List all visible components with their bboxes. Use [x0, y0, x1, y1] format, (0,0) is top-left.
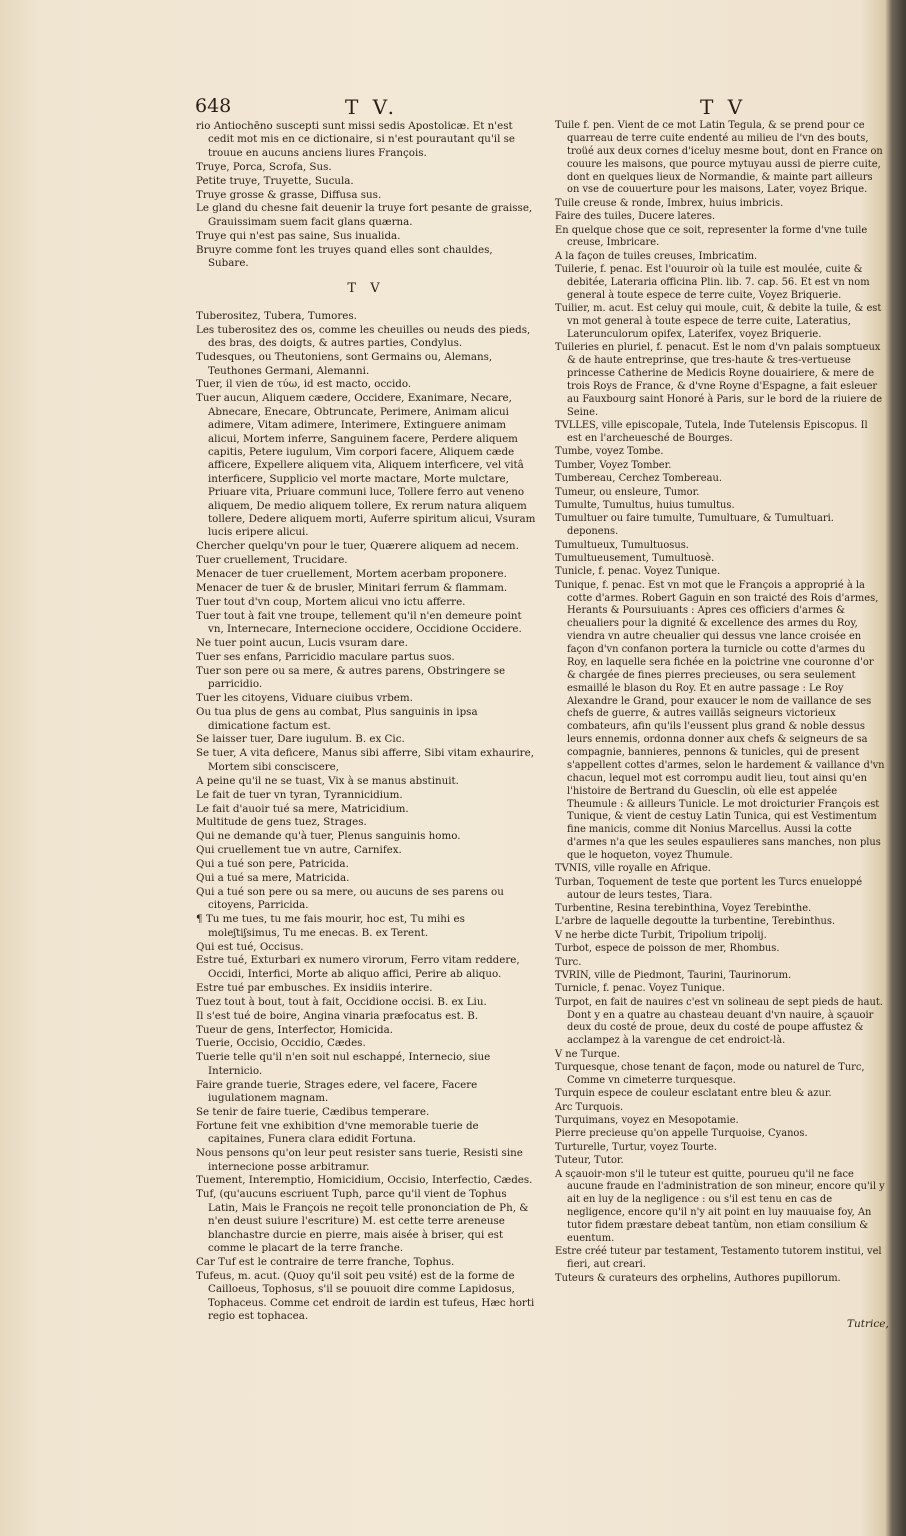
dictionary-entry: Turquimans, voyez en Mesopotamie.	[555, 1115, 739, 1126]
section-heading: T V	[347, 281, 385, 297]
dictionary-entry: Turban, Toquement de teste que portent les Turcs enueloppé autour de leurs testes, Tiara.	[555, 876, 863, 901]
dictionary-entry: Pierre precieuse qu'on appelle Turquoise, Cyanos.	[555, 1128, 808, 1140]
dictionary-entry: Tumultueusement, Tumultuosè.	[555, 552, 715, 564]
dictionary-entry: Chercher quelqu'vn pour le tuer, Quærere aliquem ad necem.	[196, 540, 519, 553]
left-column	[196, 120, 536, 1324]
dictionary-entry: Turnicle, f. penac. Voyez Tunique.	[555, 983, 725, 995]
dictionary-entry: Le gland du chesne fait deuenir la truye fort pesante de graisse, Grauissimam suem facit glans quærna.	[196, 202, 533, 228]
dictionary-entry: Tufeus, m. acut. (Quoy qu'il soit peu vsité) est de la forme de Cailloeus, Tophosus, s'il se pouuoit dire comme Lapidosus, Tophaceus. Comme cet endroit de iardin est tufeus, Hæc horti regio est tophacea.	[196, 1269, 535, 1323]
dictionary-entry: Tudesques, ou Theutoniens, sont Germains ou, Alemans, Teuthones Germani, Alemanni.	[196, 351, 493, 377]
dictionary-entry: Tuez tout à bout, tout à fait, Occidione occisi. B. ex Liu.	[196, 995, 487, 1008]
page-binding-edge	[888, 0, 906, 1536]
dictionary-entry: Tuer son pere ou sa mere, & autres parens, Obstringere se parricidio.	[196, 664, 506, 691]
dictionary-entry: Menacer de tuer cruellement, Mortem acerbam proponere.	[196, 568, 507, 581]
dictionary-entry: Tuement, Interemptio, Homicidium, Occisio, Interfectio, Cædes.	[196, 1174, 533, 1187]
dictionary-entry: A peine qu'il ne se tuast, Vix à se manus abstinuit.	[196, 774, 459, 787]
dictionary-entry: Tuerie, Occisio, Occidio, Cædes.	[196, 1037, 366, 1050]
dictionary-entry: Tunique, f. penac. Est vn mot que le François a approprié à la cotte d'armes. Robert Gaguin en son traicté des Rois d'armes, Herants & Poursuiuants : Apres ces officiers d'armes & cheualiers pour la dignité & excellence des armes du Roy, viendra vn autre cheualier qui dessus vne lance croisée en façon d'vn confanon portera la turnicle ou cotte d'armes du Roy, en laquelle sera fichée en la poictrine vne couronne d'or & chargée de fines pierres precieuses, ou sera seulement esmaillé le blason du Roy. Et en autre passage : Le Roy Alexandre le Grand, pour exaucer le nom de vaillance de ses chefs de guerre, & autres vaillās seigneurs victorieux combateurs, afin qu'ils l'eussent plus grand & noble dessus leurs ennemis, ordonna donner aux chefs & seigneurs de sa compagnie, bannieres, pennons & tunicles, qui de present s'appellent cottes d'armes, selon le hardement & vaillance d'vn chacun, lequel mot est corrompu audit lieu, tout ainsi qu'en l'histoire de Bertrand du Guesclin, où elle est appelée Theumule : & ailleurs Tunicle. Le mot droicturier François est Tunique, & vient de cestuy Latin Tunica, qui est Vestimentum fine manicis, comme dit Nonius Marcellus. Aussi la cotte d'armes n'a que les seules espaulieres sans manches, non plus que le hoqueton, voyez Thumule.	[555, 579, 885, 861]
dictionary-entry: Tuer cruellement, Trucidare.	[196, 554, 348, 567]
dictionary-entry: Tumbereau, Cerchez Tombereau.	[555, 473, 723, 485]
dictionary-entry: V ne herbe dicte Turbit, Tripolium tripolij.	[555, 929, 767, 941]
dictionary-entry: Estre créé tuteur par testament, Testamento tutorem institui, vel fieri, aut creari.	[555, 1246, 882, 1271]
dictionary-entry: Tumeur, ou ensleure, Tumor.	[555, 486, 700, 498]
dictionary-entry: rio Antiochēno suscepti sunt missi sedis Apostolicæ. Et n'est cedit mot mis en ce dictionaire, si n'est pourautant qu'il se trouue en aucuns anciens liures François.	[196, 120, 516, 159]
dictionary-entry: Tuile f. pen. Vient de ce mot Latin Tegula, & se prend pour ce quarreau de terre cuite endenté au milieu de l'vn des bouts, troüé aux deux cornes d'iceluy mesme bout, dont en France on couure les maisons, que pource mytuyau aussi de pierre cuite, dont en quelques lieux de Normandie, & mainte part ailleurs on vse de couuerture pour les maisons, Later, voyez Brique.	[555, 120, 883, 196]
dictionary-entry: Tuer tout à fait vne troupe, tellement qu'il n'en demeure point vn, Internecare, Internecione occidere, Occidione Occidere.	[196, 609, 522, 636]
dictionary-entry: Faire des tuiles, Ducere lateres.	[555, 211, 716, 223]
dictionary-entry: Turbentine, Resina terebinthina, Voyez Terebinthe.	[555, 903, 812, 914]
dictionary-entry: TVNIS, ville royalle en Afrique.	[555, 863, 711, 875]
page-number: 648	[195, 95, 232, 117]
dictionary-entry: Tumulte, Tumultus, huius tumultus.	[555, 499, 735, 511]
dictionary-entry: Menacer de tuer & de brusler, Minitari ferrum & flammam.	[196, 582, 508, 594]
dictionary-entry: Les tuberositez des os, comme les cheuilles ou neuds des pieds, des bras, des doigts, & autres parties, Condylus.	[196, 323, 531, 350]
dictionary-entry: V ne Turque.	[555, 1048, 620, 1060]
dictionary-entry: Tuer ses enfans, Parricidio maculare partus suos.	[196, 651, 455, 664]
dictionary-entry: Tumbe, voyez Tombe.	[555, 446, 664, 458]
dictionary-entry: Tuer tout d'vn coup, Mortem alicui vno ictu afferre.	[196, 595, 466, 608]
dictionary-entry: Tuer aucun, Aliquem cædere, Occidere, Exanimare, Necare, Abnecare, Enecare, Obtruncate, Perimere, Animam alicui adimere, Vitam adimere, Interimere, Extinguere animam alicui, Mortem inferre, Sanguinem facere, Perdere aliquem capitis, Petere iugulum, Vim corpori facere, Aliquem cæde afficere, Expellere aliquem vita, Aliquem interficere, vel vitâ interficere, Supplicio vel morte mactare, Morte mulctare, Priuare vita, Priuare communi luce, Tollere ferro aut veneno aliquem, De medio aliquem tollere, Ex rerum natura aliquem tollere, Dedere aliquem morti, Auferre spiritum alicui, Vsuram lucis eripere alicui.	[196, 392, 536, 539]
dictionary-entry: Faire grande tuerie, Strages edere, vel facere, Facere iugulationem magnam.	[196, 1078, 478, 1105]
dictionary-entry: Qui est tué, Occisus.	[196, 940, 304, 953]
dictionary-entry: Tumber, Voyez Tomber.	[555, 459, 672, 471]
dictionary-entry: Tunicle, f. penac. Voyez Tunique.	[555, 566, 721, 578]
dictionary-entry: Tuteurs & curateurs des orphelins, Authores pupillorum.	[555, 1272, 841, 1284]
dictionary-entry: Se tenir de faire tuerie, Cædibus temperare.	[196, 1105, 430, 1118]
dictionary-entry: Tuile creuse & ronde, Imbrex, huius imbricis.	[555, 197, 784, 209]
dictionary-entry: Tuberositez, Tubera, Tumores.	[196, 309, 357, 322]
dictionary-entry: Tumultueux, Tumultuosus.	[555, 539, 689, 551]
dictionary-entry: A la façon de tuiles creuses, Imbricatim.	[555, 250, 758, 262]
dictionary-entry: Il s'est tué de boire, Angina vinaria præfocatus est. B.	[196, 1009, 479, 1022]
dictionary-entry: Truye qui n'est pas saine, Sus inualida.	[196, 229, 401, 242]
dictionary-entry: Tumultuer ou faire tumulte, Tumultuare, & Tumultuari. deponens.	[555, 513, 834, 538]
dictionary-entry: Tuileries en pluriel, f. penacut. Est le nom d'vn palais somptueux & de haute entreprinse, que tres-haute & tres-vertueuse princesse Catherine de Medicis Royne douairiere, & mere de trois Roys de France, & d'vne Royne d'Espagne, a fait esleuer au Fauxbourg saint Honoré à Paris, sur le bord de la riuiere de Seine.	[555, 342, 883, 418]
dictionary-entry: Tuilier, m. acut. Est celuy qui moule, cuit, & debite la tuile, & est vn mot general à toute espece de terre cuite, Lateratius, Laterunculorum opifex, Laterifex, voyez Briquerie.	[555, 303, 882, 340]
dictionary-entry: Estre tué par embusches. Ex insidiis interire.	[196, 981, 433, 994]
dictionary-entry: Le fait de tuer vn tyran, Tyrannicidium.	[196, 788, 403, 801]
dictionary-entry: Turturelle, Turtur, voyez Tourte.	[555, 1141, 717, 1153]
running-head-right: T V	[700, 95, 747, 119]
dictionary-entry: Le fait d'auoir tué sa mere, Matricidium.	[196, 802, 409, 815]
dictionary-entry: Turc.	[555, 956, 582, 968]
dictionary-entry: TVRIN, ville de Piedmont, Taurini, Taurinorum.	[555, 969, 792, 981]
dictionary-entry: Fortune feit vne exhibition d'vne memorable tuerie de capitaines, Funera clara edidit Fortuna.	[196, 1119, 479, 1146]
dictionary-entry: En quelque chose que ce soit, representer la forme d'vne tuile creuse, Imbricare.	[555, 224, 868, 249]
dictionary-entry: TVLLES, ville episcopale, Tutela, Inde Tutelensis Episcopus. Il est en l'archeuesché de Bourges.	[555, 420, 868, 444]
dictionary-entry: Ou tua plus de gens au combat, Plus sanguinis in ipsa dimicatione factum est.	[196, 706, 478, 732]
dictionary-entry: Tuer, il vien de τύω, id est macto, occido.	[196, 378, 412, 391]
dictionary-entry: Qui cruellement tue vn autre, Carnifex.	[196, 844, 402, 857]
dictionary-entry: Tuilerie, f. penac. Est l'ouuroir où la tuile est moulée, cuite & debitée, Lateraria officina Plin. lib. 7. cap. 56. Et est vn nom general à toute espece de terre cuite, Voyez Briquerie.	[555, 264, 870, 301]
dictionary-entry: Qui a tué son pere ou sa mere, ou aucuns de ses parens ou citoyens, Parricida.	[196, 885, 504, 912]
dictionary-entry: L'arbre de laquelle degoutte la turbentine, Terebinthus.	[555, 916, 836, 928]
dictionary-entry: Nous pensons qu'on leur peut resister sans tuerie, Resisti sine internecione posse arbitramur.	[196, 1147, 523, 1173]
running-head-left: T V.	[345, 95, 399, 119]
dictionary-entry: Arc Turquois.	[555, 1101, 624, 1113]
dictionary-entry: Se laisser tuer, Dare iugulum. B. ex Cic.	[196, 733, 405, 746]
dictionary-entry: Petite truye, Truyette, Sucula.	[196, 174, 354, 187]
dictionary-entry: Qui a tué sa mere, Matricida.	[196, 872, 350, 885]
dictionary-entry: Ne tuer point aucun, Lucis vsuram dare.	[196, 637, 408, 650]
dictionary-entry: Tuf, (qu'aucuns escriuent Tuph, parce qu'il vient de Tophus Latin, Mais le François ne reçoit telle prononciation de Ph, & n'en deust suiure l'escriture) M. est cette terre areneuse blanchastre durcie en pierre, mais aisée à briser, qui est comme le placart de la terre franche.	[196, 1188, 529, 1254]
dictionary-entry: Turbot, espece de poisson de mer, Rhombus.	[555, 943, 780, 955]
dictionary-entry: Se tuer, A vita deficere, Manus sibi afferre, Sibi vitam exhaurire, Mortem sibi consciscere,	[196, 747, 534, 773]
dictionary-entry: ¶ Tu me tues, tu me fais mourir, hoc est, Tu mihi es moleʃtiʃsimus, Tu me enecas. B. ex Terent.	[196, 913, 465, 939]
dictionary-entry: Turquesque, chose tenant de façon, mode ou naturel de Turc, Comme vn cimeterre turquesque.	[555, 1062, 865, 1086]
dictionary-entry: A sçauoir-mon s'il le tuteur est quitte, pourueu qu'il ne face aucune fraude en l'administration de son mineur, encore qu'il y ait en luy de la negligence : ou s'il est tenu en cas de negligence, encore qu'il n'y ait point en luy mauuaise foy, An tutor fidem præstare debeat tantùm, non etiam consilium & euentum.	[555, 1168, 885, 1244]
dictionary-entry: Tuer les citoyens, Viduare ciuibus vrbem.	[196, 692, 413, 705]
catchword: Tutrice,	[847, 1318, 889, 1330]
dictionary-entry: Turpot, en fait de nauires c'est vn solineau de sept pieds de haut. Dont y en a quatre au chasteau deuant d'vn nauire, à sçauoir deux du costé de proue, deux du costé de poupe affustez & acclampez à la varengue de cet endroict-là.	[555, 996, 883, 1047]
right-column	[555, 120, 885, 1286]
dictionary-entry: Bruyre comme font les truyes quand elles sont chauldes, Subare.	[196, 243, 493, 270]
dictionary-entry: Qui a tué son pere, Patricida.	[196, 858, 349, 871]
dictionary-entry: Qui ne demande qu'à tuer, Plenus sanguinis homo.	[196, 830, 461, 843]
dictionary-entry: Tuerie telle qu'il n'en soit nul eschappé, Internecio, siue Internicio.	[196, 1051, 491, 1077]
dictionary-entry: Turquin espece de couleur esclatant entre bleu & azur.	[555, 1088, 832, 1100]
dictionary-entry: Estre tué, Exturbari ex numero virorum, Ferro vitam reddere, Occidi, Interfici, Morte ab aliquo affici, Perire ab aliquo.	[196, 954, 520, 980]
dictionary-entry: Truye, Porca, Scrofa, Sus.	[196, 160, 332, 173]
dictionary-entry: Tuteur, Tutor.	[555, 1155, 624, 1167]
dictionary-entry: Tueur de gens, Interfector, Homicida.	[196, 1023, 394, 1036]
dictionary-entry: Car Tuf est le contraire de terre franche, Tophus.	[196, 1255, 455, 1268]
dictionary-entry: Multitude de gens tuez, Strages.	[196, 816, 367, 829]
dictionary-entry: Truye grosse & grasse, Diffusa sus.	[196, 188, 382, 201]
